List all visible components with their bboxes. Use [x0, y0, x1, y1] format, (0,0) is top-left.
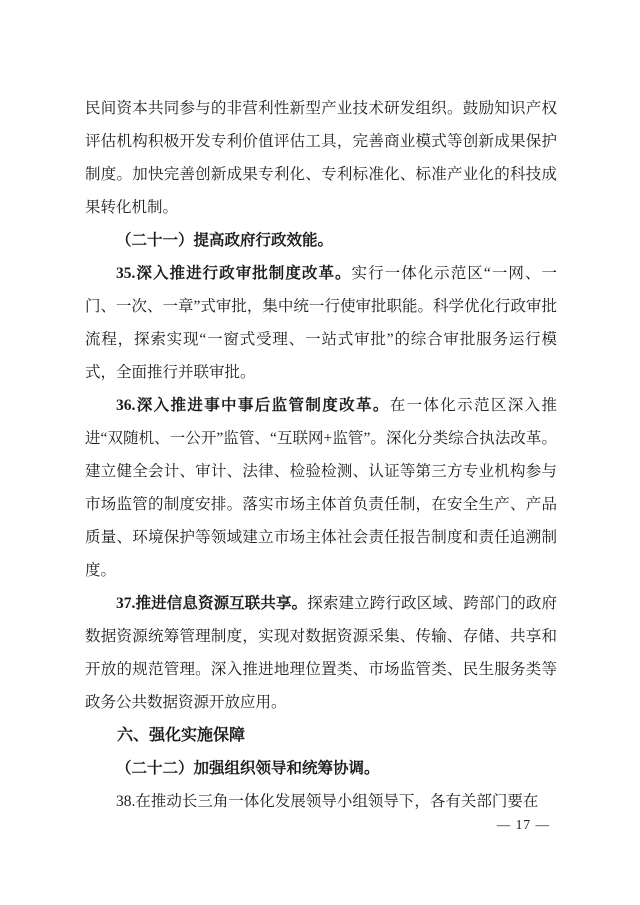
paragraph-35: [85, 257, 557, 389]
paragraph-38: 38.在推动长三角一体化发展领导小组领导下，各有关部门要在: [116, 793, 539, 810]
paragraph-36-lead: 36.深入推进事中事后监管制度改革。: [116, 397, 390, 414]
subsection-heading-21: （二十一）提高政府行政效能。: [116, 232, 334, 249]
paragraph-37: [85, 587, 557, 719]
paragraph-34-continuation: 民间资本共同参与的非营利性新型产业技术研发组织。鼓励知识产权评估机构积极开发专利价值评估工具，完善商业模式等创新成果保护制度。加快完善创新成果专利化、专利标准化、标准产业化的科技成果转化机制。: [85, 100, 557, 216]
subsection-heading-22: （二十二）加强组织领导和统筹协调。: [116, 760, 380, 777]
paragraph-37-body: 探索建立跨行政区域、跨部门的政府数据资源统筹管理制度，实现对数据资源采集、传输、存储、共享和开放的规范管理。深入推进地理位置类、市场监管类、民生服务类等政务公共数据资源开放应用。: [85, 595, 557, 711]
section-heading-6: 六、强化实施保障: [117, 727, 246, 744]
paragraph-35-lead: 35.深入推进行政审批制度改革。: [116, 265, 352, 282]
paragraph-35-body: 实行一体化示范区“一网、一门、一次、一章”式审批，集中统一行使审批职能。科学优化行政审批流程，探索实现“一窗式受理、一站式审批”的综合审批服务运行模式，全面推行并联审批。: [85, 265, 557, 381]
paragraph-36-body: 在一体化示范区深入推进“双随机、一公开”监管、“互联网+监管”。深化分类综合执法改革。建立健全会计、审计、法律、检验检测、认证等第三方专业机构参与市场监管的制度安排。落实市场主体首负责任制，在安全生产、产品质量、环境保护等领域建立市场主体社会责任报告制度和责任追溯制度。: [85, 397, 557, 579]
paragraph-37-lead: 37.推进信息资源互联共享。: [116, 595, 308, 612]
document-body: [85, 92, 557, 818]
page-number: — 17 —: [496, 817, 550, 832]
paragraph-36: [85, 389, 557, 587]
